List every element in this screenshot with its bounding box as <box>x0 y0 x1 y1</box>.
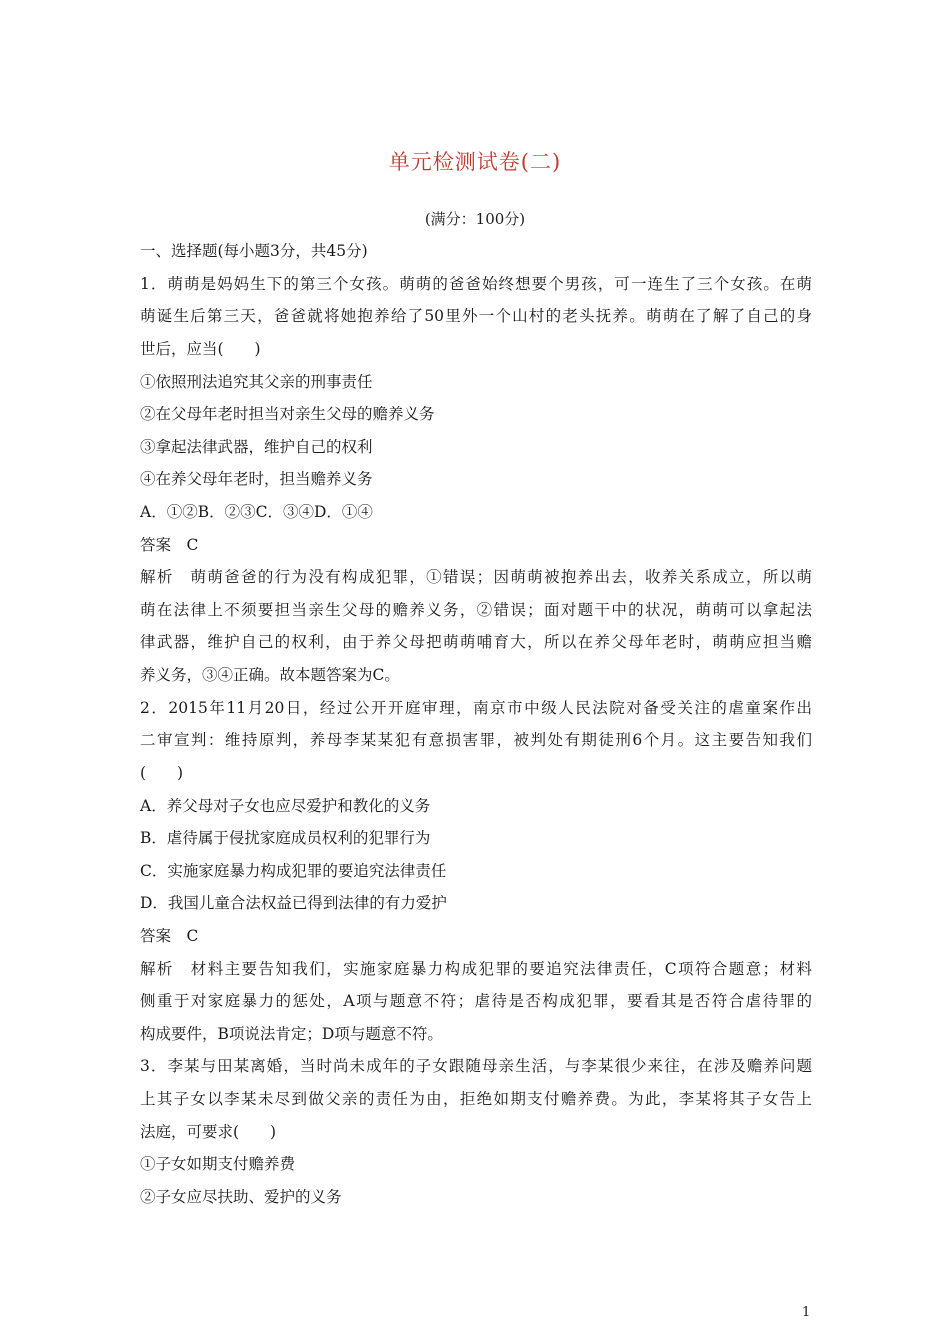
q1-option: ②在父母年老时担当对亲生父母的赡养义务 <box>140 405 435 423</box>
q2-option: D．我国儿童合法权益已得到法律的有力爱护 <box>140 894 447 912</box>
q2-line: 二审宣判：维持原判，养母李某某犯有意损害罪，被判处有期徒刑6个月。这主要告知我们 <box>140 731 812 749</box>
q2-option: B．虐待属于侵扰家庭成员权利的犯罪行为 <box>140 829 431 847</box>
q2-option: A．养父母对子女也应尽爱护和教化的义务 <box>140 797 431 815</box>
page-number: 1 <box>802 1305 811 1320</box>
q1-option: ③拿起法律武器，维护自己的权利 <box>140 438 373 456</box>
q3-line: 上其子女以李某未尽到做父亲的责任为由，拒绝如期支付赡养费。为此，李某将其子女告上 <box>140 1090 812 1108</box>
q1-analysis-line: 养义务，③④正确。故本题答案为C。 <box>140 666 400 684</box>
q1-option: ①依照刑法追究其父亲的刑事责任 <box>140 373 373 391</box>
q1-answer: 答案 C <box>140 536 199 554</box>
q2-line: 2．2015年11月20日，经过公开开庭审理，南京市中级人民法院对备受关注的虐童案作出 <box>140 699 812 717</box>
score-note: (满分：100分) <box>424 210 526 228</box>
page-title: 单元检测试卷(二) <box>388 150 562 174</box>
q3-option: ①子女如期支付赡养费 <box>140 1155 296 1173</box>
q2-option: C．实施家庭暴力构成犯罪的要追究法律责任 <box>140 862 447 880</box>
q1-line: 1．萌萌是妈妈生下的第三个女孩。萌萌的爸爸始终想要个男孩，可一连生了三个女孩。在萌 <box>140 275 812 293</box>
q3-option: ②子女应尽扶助、爱护的义务 <box>140 1188 342 1206</box>
q2-analysis-line: 构成要件，B项说法肯定；D项与题意不符。 <box>140 1025 443 1043</box>
q2-line: ( ) <box>140 764 184 782</box>
q1-line: 萌诞生后第三天，爸爸就将她抱养给了50里外一个山村的老头抚养。萌萌在了解了自己的身 <box>140 307 812 325</box>
q1-analysis-line: 解析 萌萌爸爸的行为没有构成犯罪，①错误；因萌萌被抱养出去，收养关系成立，所以萌 <box>140 568 812 586</box>
q2-analysis-line: 解析 材料主要告知我们，实施家庭暴力构成犯罪的要追究法律责任，C项符合题意；材料 <box>140 960 812 978</box>
q2-analysis-line: 侧重于对家庭暴力的惩处，A项与题意不符；虐待是否构成犯罪，要看其是否符合虐待罪的 <box>140 992 812 1010</box>
q1-choices: A．①②B．②③C．③④D．①④ <box>140 503 373 521</box>
q1-analysis-line: 萌在法律上不须要担当亲生父母的赡养义务，②错误；面对题干中的状况，萌萌可以拿起法 <box>140 601 812 619</box>
section-heading: 一、选择题(每小题3分，共45分) <box>140 242 368 260</box>
q1-option: ④在养父母年老时，担当赡养义务 <box>140 470 373 488</box>
q1-line: 世后，应当( ) <box>140 340 261 358</box>
q2-answer: 答案 C <box>140 927 199 945</box>
q3-line: 3．李某与田某离婚，当时尚未成年的子女跟随母亲生活，与李某很少来往，在涉及赡养问题 <box>140 1057 812 1075</box>
q1-analysis-line: 律武器，维护自己的权利，由于养父母把萌萌哺育大，所以在养父母年老时，萌萌应担当赡 <box>140 633 812 651</box>
q3-line: 法庭，可要求( ) <box>140 1123 277 1141</box>
